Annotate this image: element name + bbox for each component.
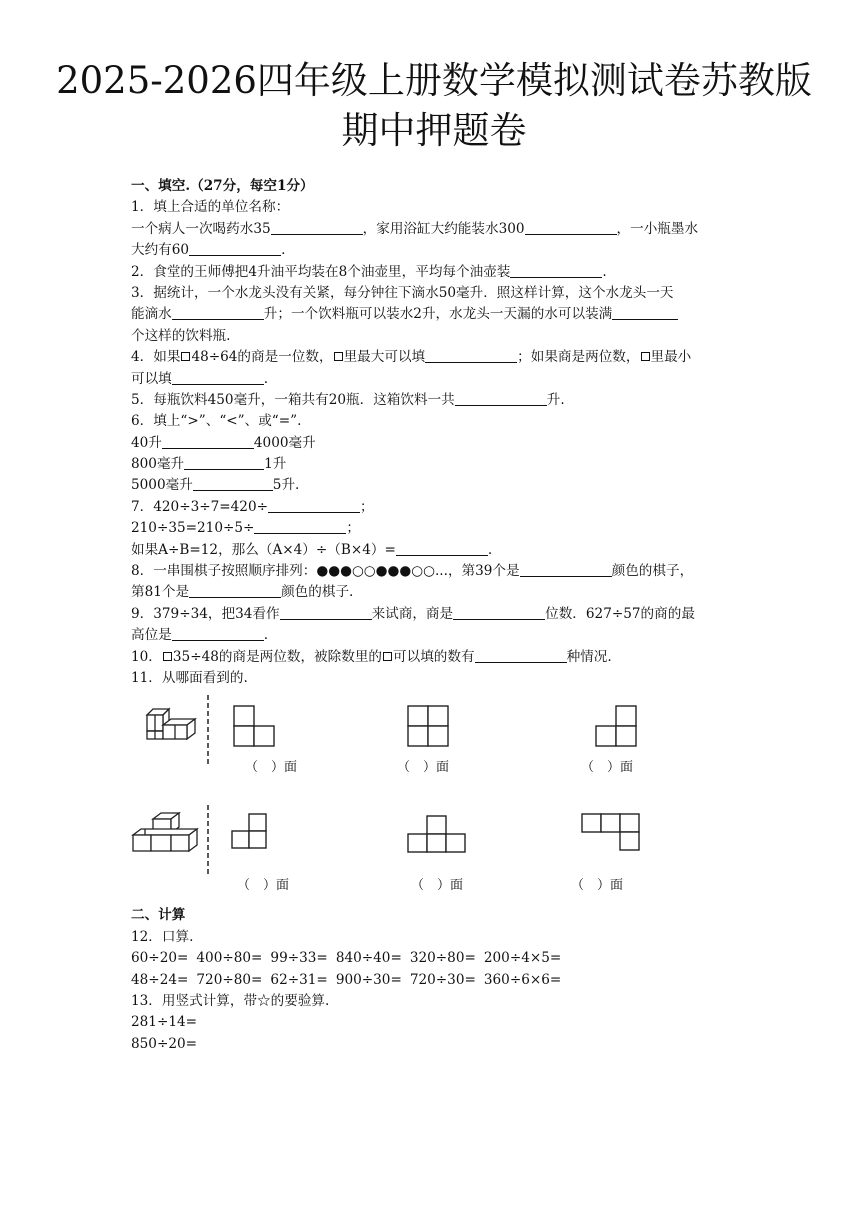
q4-line-2: 可以填 . <box>131 370 269 387</box>
q10-blank[interactable] <box>475 648 567 663</box>
view-label: （ ）面 <box>245 760 298 776</box>
q1-blank-3[interactable] <box>189 241 281 256</box>
oral-item: 720÷30= <box>409 971 476 988</box>
q7-row-2: 210÷35=210÷5÷ ； <box>131 520 360 537</box>
q10: 10． 35÷48的商是两位数，被除数里的 可以填的数有 种情况. <box>131 648 612 665</box>
oral-item: 99÷33= <box>270 950 328 967</box>
q5-blank[interactable] <box>455 391 547 406</box>
q3-blank-1[interactable] <box>172 305 264 320</box>
q6-blank-1[interactable] <box>162 434 254 449</box>
q12-row-1 <box>131 948 737 969</box>
oral-item: 720÷80= <box>196 971 263 988</box>
q11-heading: 11．从哪面看到的. <box>131 669 248 686</box>
view-shape-l-icon <box>233 705 277 747</box>
section-2-heading: 二、计算 <box>131 907 186 924</box>
q6-row-3: 5000毫升 5升. <box>131 477 300 494</box>
q1-blank-2[interactable] <box>525 220 617 235</box>
q6-blank-2[interactable] <box>184 455 264 470</box>
q1-heading: 1．填上合适的单位名称： <box>131 199 290 216</box>
box-placeholder-icon <box>641 352 650 361</box>
q5: 5．每瓶饮料450毫升，一箱共有20瓶．这箱饮料一共 升. <box>131 391 565 408</box>
q6-blank-3[interactable] <box>193 476 273 491</box>
q1-line-2: 大约有60 . <box>131 242 286 259</box>
q6-row-2: 800毫升 1升 <box>131 456 287 473</box>
cube-stack-3d-icon <box>145 701 201 741</box>
view-shape-t-icon <box>407 815 469 855</box>
q11-views-figure <box>131 693 737 895</box>
oral-item: 62÷31= <box>270 971 328 988</box>
box-placeholder-icon <box>383 652 392 661</box>
q7-row-3: 如果A÷B=12，那么（A×4）÷（B×4）= . <box>131 541 493 558</box>
q1-line-1: 一个病人一次喝药水35 ，家用浴缸大约能装水300 ，一小瓶墨水 <box>131 220 699 237</box>
oral-item: 900÷30= <box>335 971 402 988</box>
q12-row-2 <box>131 970 737 991</box>
oral-item: 360÷6×6= <box>483 971 562 988</box>
q2-blank[interactable] <box>510 263 602 278</box>
oral-item: 400÷80= <box>196 950 263 967</box>
box-placeholder-icon <box>181 352 190 361</box>
q8-line-2: 第81个是 颜色的棋子. <box>131 584 354 601</box>
view-label: （ ）面 <box>397 760 450 776</box>
view-label: （ ）面 <box>581 760 634 776</box>
document-title-line-1: 2025-2026四年级上册数学模拟测试卷苏教版 <box>56 59 812 102</box>
view-label: （ ）面 <box>237 878 290 894</box>
q4-line-1: 4．如果 48÷64的商是一位数， 里最大可以填 ；如果商是两位数， 里最小 <box>131 349 692 366</box>
box-placeholder-icon <box>334 352 343 361</box>
oral-item: 60÷20= <box>131 950 189 967</box>
q12-heading: 12．口算. <box>131 928 194 945</box>
document-title-line-2: 期中押题卷 <box>341 109 527 152</box>
q13-expr-1: 281÷14= <box>131 1014 198 1031</box>
q3-line-3: 个这样的饮料瓶. <box>131 327 231 344</box>
view-shape-square-icon <box>407 705 451 747</box>
oral-item: 840÷40= <box>335 950 402 967</box>
q8-blank-1[interactable] <box>520 562 612 577</box>
q9-blank-1[interactable] <box>280 605 372 620</box>
q7-blank-2[interactable] <box>254 519 346 534</box>
view-shape-reverse-l-icon <box>595 705 639 747</box>
exam-content <box>131 176 737 1055</box>
q7-blank-3[interactable] <box>396 541 488 556</box>
q9-blank-3[interactable] <box>172 626 264 641</box>
q13-heading: 13．用竖式计算，带☆的要验算. <box>131 992 330 1009</box>
q7-blank-1[interactable] <box>268 498 360 513</box>
q9-line-1: 9．379÷34，把34看作 来试商，商是 位数．627÷57的商的最 <box>131 605 695 622</box>
q9-line-2: 高位是 . <box>131 627 269 644</box>
q6-heading: 6．填上“>”、“<”、或“=”. <box>131 413 302 430</box>
q13-expr-2: 850÷20= <box>131 1035 198 1052</box>
q8-blank-2[interactable] <box>189 583 281 598</box>
oral-item: 48÷24= <box>131 971 189 988</box>
q4-blank-1[interactable] <box>425 348 517 363</box>
q7-row-1: 7．420÷3÷7=420÷ ； <box>131 498 374 515</box>
view-label: （ ）面 <box>571 878 624 894</box>
q3-line-2: 能滴水 升；一个饮料瓶可以装水2升，水龙头一天漏的水可以装满 <box>131 304 737 325</box>
q6-row-1: 40升 4000毫升 <box>131 434 316 451</box>
q8-line-1: 8．一串围棋子按照顺序排列：●●●○○●●●○○...，第39个是 颜色的棋子， <box>131 563 694 580</box>
dashed-divider <box>205 695 211 767</box>
cube-stack-3d-icon-2 <box>131 805 205 857</box>
oral-item: 200÷4×5= <box>483 950 562 967</box>
view-label: （ ）面 <box>411 878 464 894</box>
q1-blank-1[interactable] <box>271 220 363 235</box>
q2: 2．食堂的王师傅把4升油平均装在8个油壶里，平均每个油壶装 . <box>131 263 607 280</box>
section-1-heading: 一、填空.（27分，每空1分） <box>131 178 314 194</box>
q9-blank-2[interactable] <box>453 605 545 620</box>
box-placeholder-icon <box>163 652 172 661</box>
view-shape-corner-icon <box>581 813 643 853</box>
q4-blank-2[interactable] <box>172 370 264 385</box>
q3-line-1: 3．据统计，一个水龙头没有关紧，每分钟往下滴水50毫升．照这样计算，这个水龙头一天 <box>131 284 674 301</box>
dashed-divider <box>205 805 211 875</box>
oral-item: 320÷80= <box>409 950 476 967</box>
view-shape-step-icon <box>231 813 271 853</box>
q3-blank-2[interactable] <box>612 305 678 320</box>
